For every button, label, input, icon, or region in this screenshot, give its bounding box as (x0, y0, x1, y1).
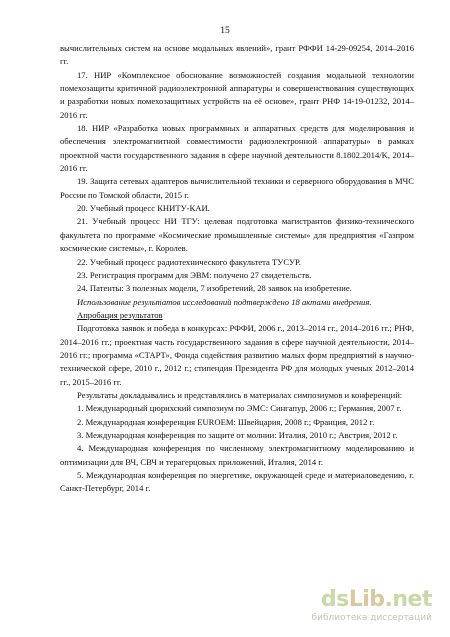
grants-paragraph: Подготовка заявок и победа в конкурсах: РФФИ, 2006 г., 2013–2014 гг., 2014–2016 гг.; РНФ, 2014–2016 гг.; проектная часть государственного задания в сфере научной деятельности, 2014–2016 гг.; программа «СТАРТ», Фонда содействия развитию малых форм предприятий в научно-технической сфере, 2010 г., 2012 г.; стипендия Президента РФ для молодых ученых 2012–2014 гг., 2015–2016 гг. (60, 323, 414, 387)
list-item-24: 24. Патенты: 3 полезных модели, 7 изобретений, 28 заявок на изобретение. (77, 283, 352, 294)
conference-item-2: 2. Международная конференция EUROEM: Швейцария, 2008 г.; Франция, 2012 г. (77, 416, 375, 427)
list-item-20: 20. Учебный процесс КНИТУ-КАИ. (77, 203, 210, 214)
watermark-subtitle: библиотека диссертаций (311, 613, 432, 623)
page-number: 15 (220, 26, 230, 36)
conferences-intro: Результаты докладывались и представлялись в материалах симпозиумов и конференций: (77, 389, 403, 400)
list-item-21: 21. Учебный процесс НИ ТГУ: целевая подготовка магистрантов физико-технического факультета по программе «Космические промышленные системы» для предприятия «Газпром космические системы», г. Королев. (60, 216, 414, 254)
conference-item-3: 3. Международная конференция по защите от молнии: Италия, 2010 г.; Австрия, 2012 г. (77, 429, 398, 440)
list-item-18: 18. НИР «Разработка новых программных и аппаратных средств для моделирования и обеспечения электромагнитной совместимости радиоэлектронной аппаратуры» в рамках проектной части государственного задания в сфере научной деятельности 8.1802.2014/K, 2014–2016 гг. (60, 123, 414, 174)
section-heading-approbation: Апробация результатов (77, 309, 163, 320)
implementation-note: Использование результатов исследований подтверждено 18 актами внедрения. (77, 296, 372, 307)
list-item-22: 22. Учебный процесс радиотехнического факультета ТУСУР. (77, 256, 301, 267)
list-item-19: 19. Защита сетевых адаптеров вычислительной техники и серверного оборудования в МЧС России по Томской области, 2015 г. (60, 176, 414, 200)
document-body (60, 42, 414, 496)
conference-item-5: 5. Международная конференция по энергетике, окружающей среде и материаловедению, г. Санкт-Петербург, 2014 г. (60, 470, 414, 494)
watermark (312, 587, 432, 627)
list-item-17: 17. НИР «Комплексное обоснование возможностей создания модальной технологии помехозащиты критичной радиоэлектронной аппаратуры и совершенствования существующих и разработки новых помехозащитных устройств на её основе», грант РНФ 14-19-01232, 2014–2016 гг. (60, 69, 414, 120)
paragraph-continuation: вычислительных систем на основе модальных явлений», грант РФФИ 14-29-09254, 2014–2016 гг. (60, 43, 414, 67)
watermark-logo: dsLib.net (320, 587, 432, 612)
list-item-23: 23. Регистрация программ для ЭВМ: получено 27 свидетельств. (77, 269, 312, 280)
conference-item-4: 4. Международная конференция по численному электромагнитному моделированию и оптимизации для ВЧ, СВЧ и терагерцовых приложений, Италия, 2014 г. (60, 443, 414, 467)
conference-item-1: 1. Международный цюрихский симпозиум по ЭМС: Сингапур, 2006 г.; Германия, 2007 г. (77, 403, 402, 414)
